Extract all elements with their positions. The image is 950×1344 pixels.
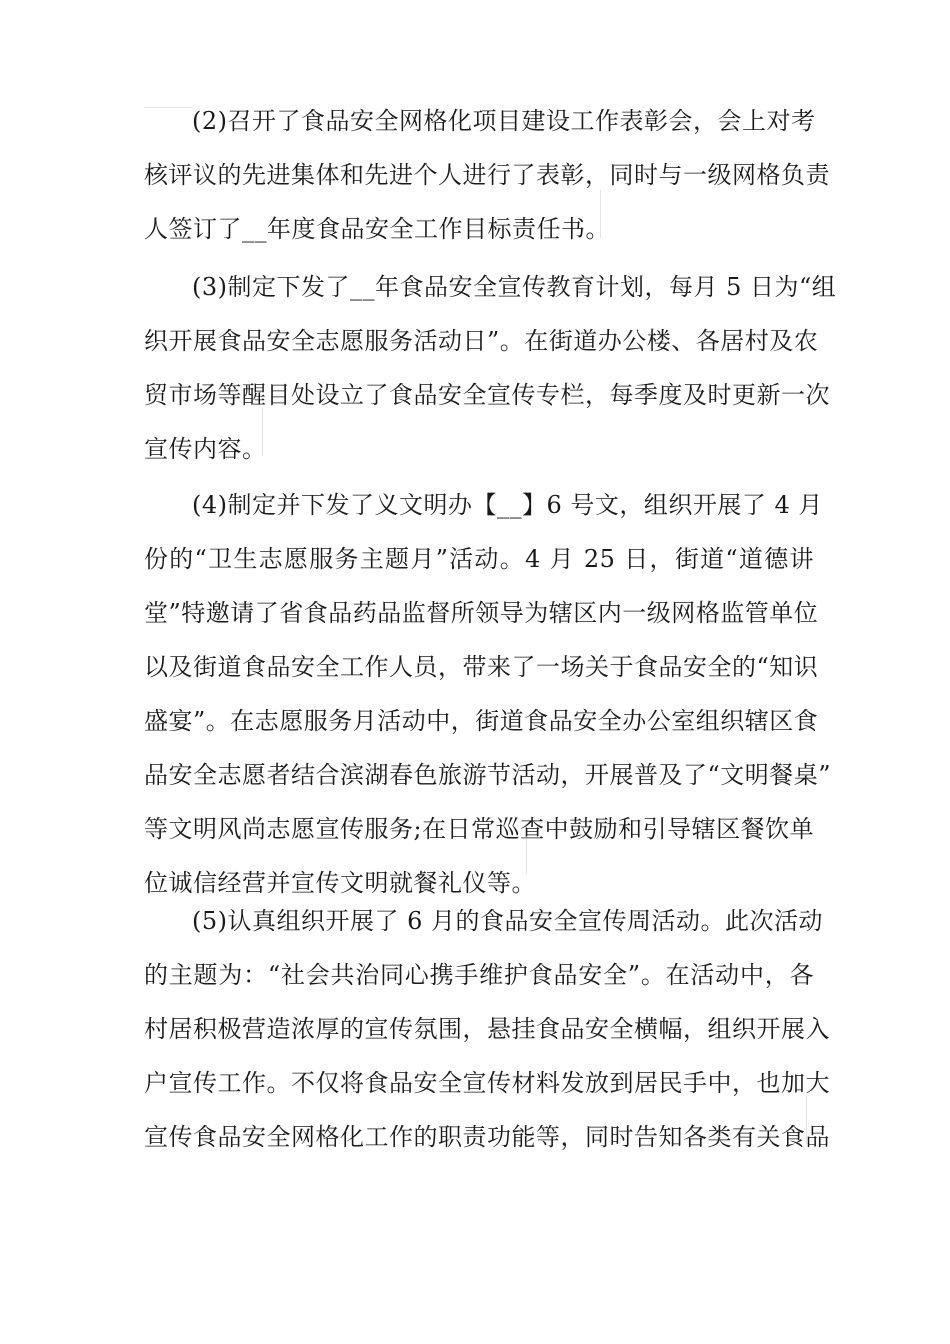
text-line: 核评议的先进集体和先进个人进行了表彰，同时与一级网格负责 <box>144 161 830 189</box>
text-line: (2)召开了食品安全网格化项目建设工作表彰会，会上对考 <box>192 107 816 135</box>
text-line: 盛宴”。在志愿服务月活动中，街道食品安全办公室组织辖区食 <box>144 707 819 735</box>
text-line: (4)制定并下发了义文明办【__】6 号文，组织开展了 4 月 <box>192 491 823 519</box>
text-line: (5)认真组织开展了 6 月的食品安全宣传周活动。此次活动 <box>192 907 824 935</box>
text-line: 人签订了__年度食品安全工作目标责任书。 <box>144 215 610 243</box>
text-line: 位诚信经营并宣传文明就餐礼仪等。 <box>144 869 536 897</box>
paragraph-5 <box>144 894 830 1164</box>
text-line: 等文明风尚志愿宣传服务;在日常巡查中鼓励和引导辖区餐饮单 <box>144 815 815 843</box>
text-line: 以及街道食品安全工作人员，带来了一场关于食品安全的“知识 <box>144 653 819 681</box>
text-line: 村居积极营造浓厚的宣传氛围，悬挂食品安全横幅，组织开展入 <box>144 1015 830 1043</box>
text-line: 宣传食品安全网格化工作的职责功能等，同时告知各类有关食品 <box>144 1123 830 1151</box>
text-line: 户宣传工作。不仅将食品安全宣传材料发放到居民手中，也加大 <box>144 1069 830 1097</box>
text-line: 贸市场等醒目处设立了食品安全宣传专栏，每季度及时更新一次 <box>144 381 830 409</box>
text-line: 宣传内容。 <box>144 435 267 463</box>
paragraph-4 <box>144 478 832 910</box>
paragraph-2 <box>144 94 830 256</box>
text-line: 的主题为：“社会共治同心携手维护食品安全”。在活动中，各 <box>144 961 814 989</box>
text-line: 堂”特邀请了省食品药品监督所领导为辖区内一级网格监管单位 <box>144 599 819 627</box>
paragraph-3 <box>144 260 837 476</box>
text-line: 织开展食品安全志愿服务活动日”。在街道办公楼、各居村及农 <box>144 327 819 355</box>
text-line: 份的“卫生志愿服务主题月”活动。4 月 25 日，街道“道德讲 <box>144 545 814 573</box>
text-line: 品安全志愿者结合滨湖春色旅游节活动，开展普及了“文明餐桌” <box>144 761 832 789</box>
text-line: (3)制定下发了__年食品安全宣传教育计划，每月 5 日为“组 <box>192 273 837 301</box>
